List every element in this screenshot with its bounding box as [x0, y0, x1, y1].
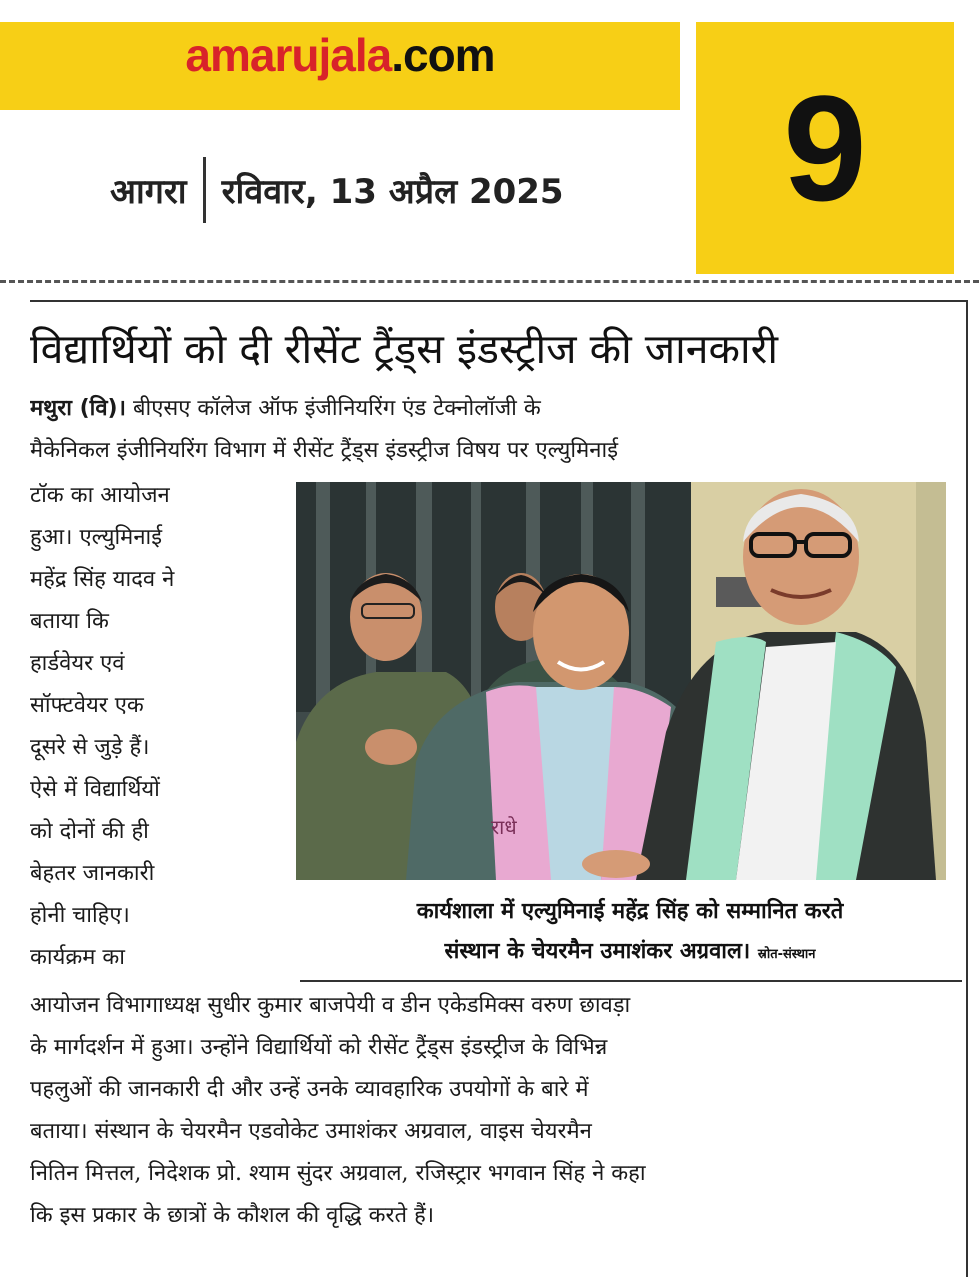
- brand-name: amarujala: [185, 29, 392, 81]
- side-line: कार्यक्रम का: [30, 945, 125, 970]
- caption-line-1: कार्यशाला में एल्युमिनाई महेंद्र सिंह को सम्मानित करते: [416, 899, 844, 924]
- article-body: [30, 985, 965, 1237]
- edition-city: आगरा: [110, 172, 187, 212]
- edition-line: [110, 160, 564, 220]
- side-line: हार्डवेयर एवं: [30, 651, 125, 676]
- side-line: ऐसे में विद्यार्थियों: [30, 777, 160, 802]
- article-photo: [296, 482, 946, 880]
- caption-line-2: संस्थान के चेयरमैन उमाशंकर अग्रवाल। स्रोत-संस्थान: [444, 939, 816, 964]
- body-line: कि इस प्रकार के छात्रों के कौशल की वृद्धि करते हैं।: [30, 1203, 435, 1228]
- edition-separator: [203, 157, 206, 223]
- body-line: आयोजन विभागाध्यक्ष सुधीर कुमार बाजपेयी व डीन एकेडमिक्स वरुण छावड़ा: [30, 993, 631, 1018]
- body-line: नितिन मित्तल, निदेशक प्रो. श्याम सुंदर अग्रवाल, रजिस्ट्रार भगवान सिंह ने कहा: [30, 1161, 646, 1186]
- edition-date: रविवार, 13 अप्रैल 2025: [221, 172, 564, 212]
- side-line: सॉफ्टवेयर एक: [30, 693, 144, 718]
- lead-line-2: मैकेनिकल इंजीनियरिंग विभाग में रीसेंट ट्रैंड्स इंडस्ट्रीज विषय पर एल्युमिनाई: [30, 438, 618, 463]
- side-line: बताया कि: [30, 609, 109, 634]
- photo-illustration: [296, 482, 946, 880]
- body-line: पहलुओं की जानकारी दी और उन्हें उनके व्यावहारिक उपयोगों के बारे में: [30, 1077, 589, 1102]
- lead-line-1: मथुरा (वि)। बीएसए कॉलेज ऑफ इंजीनियरिंग एंड टेक्नोलॉजी के: [30, 396, 541, 421]
- side-line: महेंद्र सिंह यादव ने: [30, 567, 175, 592]
- header-divider: [0, 280, 979, 283]
- brand-logo[interactable]: [0, 28, 680, 82]
- article-dateline: मथुरा (वि)।: [30, 396, 126, 421]
- article-headline: विद्यार्थियों को दी रीसेंट ट्रैंड्स इंडस्ट्रीज की जानकारी: [30, 325, 779, 373]
- body-line: के मार्गदर्शन में हुआ। उन्होंने विद्यार्थियों को रीसेंट ट्रैंड्स इंडस्ट्रीज के विभिन्न: [30, 1035, 608, 1060]
- page-number-box: [696, 22, 954, 274]
- caption-divider: [300, 980, 962, 982]
- stole-text: राधे: [491, 815, 517, 839]
- photo-credit: स्रोत-संस्थान: [757, 947, 816, 962]
- brand-domain: .com: [391, 29, 495, 81]
- body-line: बताया। संस्थान के चेयरमैन एडवोकेट उमाशंकर अग्रवाल, वाइस चेयरमैन: [30, 1119, 592, 1144]
- side-line: बेहतर जानकारी: [30, 861, 155, 886]
- article-side-column: [30, 475, 292, 979]
- article-lead: [30, 388, 965, 472]
- side-line: हुआ। एल्युमिनाई: [30, 525, 163, 550]
- page-number: 9: [783, 64, 867, 232]
- side-line: होनी चाहिए।: [30, 903, 130, 928]
- side-line: दूसरे से जुड़े हैं।: [30, 735, 150, 760]
- side-line: को दोनों की ही: [30, 819, 149, 844]
- photo-caption: [296, 892, 964, 975]
- side-line: टॉक का आयोजन: [30, 483, 170, 508]
